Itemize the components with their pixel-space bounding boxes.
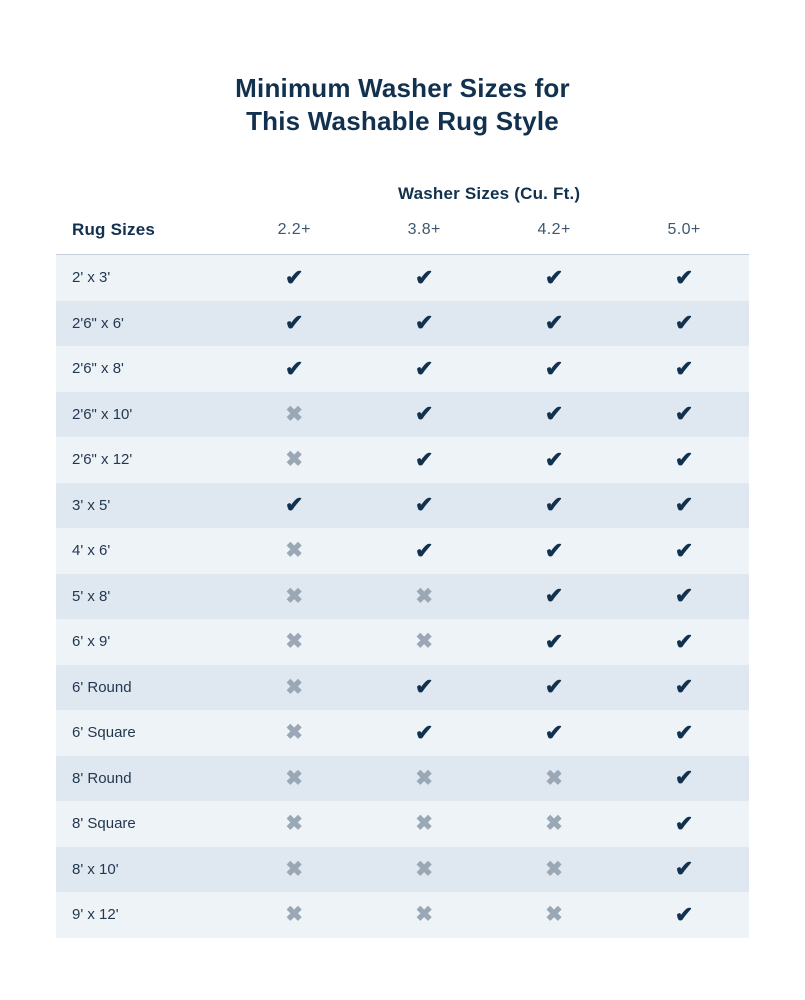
cross-icon: ✖ bbox=[415, 630, 433, 654]
table-row bbox=[56, 892, 749, 938]
check-icon: ✔ bbox=[544, 264, 564, 290]
table-header-row bbox=[56, 214, 749, 255]
table-row bbox=[56, 847, 749, 893]
check-icon: ✔ bbox=[674, 446, 694, 472]
compatibility-cell bbox=[359, 483, 489, 529]
check-icon: ✔ bbox=[414, 674, 434, 700]
compatibility-cell bbox=[359, 756, 489, 802]
cross-icon: ✖ bbox=[285, 448, 304, 472]
table-row bbox=[56, 483, 749, 529]
compatibility-table-wrapper bbox=[0, 184, 805, 938]
rug-size-label: 2'6" x 12' bbox=[72, 451, 133, 469]
check-icon: ✔ bbox=[674, 355, 694, 381]
rug-size-label: 8' Square bbox=[72, 815, 136, 833]
compatibility-cell bbox=[359, 392, 489, 438]
column-header-washer-2-2: 2.2+ bbox=[229, 214, 359, 255]
cross-icon: ✖ bbox=[545, 903, 563, 927]
rug-size-label: 2' x 3' bbox=[72, 269, 111, 287]
check-icon: ✔ bbox=[414, 310, 434, 336]
table-row bbox=[56, 392, 749, 438]
compatibility-cell bbox=[229, 483, 359, 529]
compatibility-cell bbox=[359, 528, 489, 574]
check-icon: ✔ bbox=[674, 719, 694, 745]
rug-size-label: 8' Round bbox=[72, 769, 132, 787]
cross-icon: ✖ bbox=[415, 903, 433, 927]
compatibility-cell bbox=[359, 847, 489, 893]
check-icon: ✔ bbox=[414, 355, 434, 381]
check-icon: ✔ bbox=[544, 628, 564, 654]
check-icon: ✔ bbox=[674, 856, 694, 882]
check-icon: ✔ bbox=[544, 537, 564, 563]
page-title-line-1: Minimum Washer Sizes for bbox=[235, 73, 570, 103]
compatibility-cell bbox=[619, 847, 749, 893]
check-icon: ✔ bbox=[414, 492, 434, 518]
table-row bbox=[56, 346, 749, 392]
compatibility-cell bbox=[619, 528, 749, 574]
page-title-line-2: This Washable Rug Style bbox=[246, 106, 559, 136]
table-row bbox=[56, 437, 749, 483]
table-row bbox=[56, 665, 749, 711]
table-row bbox=[56, 710, 749, 756]
check-icon: ✔ bbox=[674, 537, 694, 563]
compatibility-cell bbox=[229, 437, 359, 483]
compatibility-cell bbox=[489, 801, 619, 847]
cross-icon: ✖ bbox=[285, 675, 304, 699]
compatibility-cell bbox=[229, 346, 359, 392]
check-icon: ✔ bbox=[544, 719, 564, 745]
table-row bbox=[56, 756, 749, 802]
compatibility-cell bbox=[619, 574, 749, 620]
rug-size-label: 9' x 12' bbox=[72, 906, 119, 924]
check-icon: ✔ bbox=[674, 583, 694, 609]
cross-icon: ✖ bbox=[285, 721, 304, 745]
compatibility-cell bbox=[229, 710, 359, 756]
rug-size-label: 4' x 6' bbox=[72, 542, 111, 560]
table-head bbox=[56, 184, 749, 255]
check-icon: ✔ bbox=[674, 310, 694, 336]
compatibility-cell bbox=[619, 892, 749, 938]
compatibility-cell bbox=[229, 892, 359, 938]
compatibility-cell bbox=[489, 437, 619, 483]
compatibility-cell bbox=[489, 847, 619, 893]
cross-icon: ✖ bbox=[415, 812, 433, 836]
compatibility-cell bbox=[359, 437, 489, 483]
rug-size-label: 6' Round bbox=[72, 678, 132, 696]
check-icon: ✔ bbox=[674, 628, 694, 654]
compatibility-cell bbox=[359, 710, 489, 756]
compatibility-cell bbox=[229, 392, 359, 438]
cross-icon: ✖ bbox=[545, 812, 563, 836]
compatibility-cell bbox=[489, 892, 619, 938]
check-icon: ✔ bbox=[285, 310, 304, 336]
check-icon: ✔ bbox=[285, 492, 304, 518]
table-row bbox=[56, 574, 749, 620]
compatibility-cell bbox=[359, 255, 489, 301]
cross-icon: ✖ bbox=[415, 857, 433, 881]
compatibility-cell bbox=[359, 892, 489, 938]
compatibility-cell bbox=[489, 528, 619, 574]
check-icon: ✔ bbox=[674, 901, 694, 927]
compatibility-cell bbox=[619, 710, 749, 756]
cross-icon: ✖ bbox=[285, 903, 304, 927]
check-icon: ✔ bbox=[544, 446, 564, 472]
compatibility-cell bbox=[489, 255, 619, 301]
compatibility-cell bbox=[489, 756, 619, 802]
cross-icon: ✖ bbox=[415, 766, 433, 790]
table-row bbox=[56, 528, 749, 574]
compatibility-cell bbox=[489, 392, 619, 438]
check-icon: ✔ bbox=[544, 492, 564, 518]
compatibility-cell bbox=[489, 710, 619, 756]
check-icon: ✔ bbox=[544, 583, 564, 609]
check-icon: ✔ bbox=[414, 401, 434, 427]
compatibility-cell bbox=[489, 574, 619, 620]
compatibility-cell bbox=[229, 255, 359, 301]
cross-icon: ✖ bbox=[285, 857, 304, 881]
compatibility-cell bbox=[489, 346, 619, 392]
check-icon: ✔ bbox=[544, 401, 564, 427]
check-icon: ✔ bbox=[544, 674, 564, 700]
compatibility-cell bbox=[359, 801, 489, 847]
cross-icon: ✖ bbox=[285, 630, 304, 654]
rug-size-label: 2'6" x 10' bbox=[72, 405, 133, 423]
check-icon: ✔ bbox=[544, 310, 564, 336]
compatibility-cell bbox=[619, 346, 749, 392]
washer-sizes-spanner-label: Washer Sizes (Cu. Ft.) bbox=[397, 184, 581, 203]
column-header-rug-sizes: Rug Sizes bbox=[56, 214, 229, 255]
check-icon: ✔ bbox=[674, 810, 694, 836]
table-spanner-row bbox=[56, 184, 749, 214]
compatibility-cell bbox=[229, 574, 359, 620]
rug-size-label: 2'6" x 8' bbox=[72, 360, 124, 378]
cross-icon: ✖ bbox=[285, 766, 304, 790]
cross-icon: ✖ bbox=[545, 766, 563, 790]
rug-size-label: 5' x 8' bbox=[72, 587, 111, 605]
spanner-empty-cell bbox=[56, 184, 229, 214]
rug-size-label: 8' x 10' bbox=[72, 860, 119, 878]
compatibility-cell bbox=[229, 665, 359, 711]
cross-icon: ✖ bbox=[285, 402, 304, 426]
compatibility-cell bbox=[229, 847, 359, 893]
cross-icon: ✖ bbox=[545, 857, 563, 881]
table-row bbox=[56, 301, 749, 347]
page-title bbox=[0, 0, 805, 138]
compatibility-cell bbox=[619, 483, 749, 529]
check-icon: ✔ bbox=[285, 355, 304, 381]
column-header-washer-3-8: 3.8+ bbox=[359, 214, 489, 255]
check-icon: ✔ bbox=[285, 264, 304, 290]
compatibility-cell bbox=[359, 346, 489, 392]
compatibility-cell bbox=[229, 801, 359, 847]
compatibility-cell bbox=[619, 301, 749, 347]
cross-icon: ✖ bbox=[415, 584, 433, 608]
table-body bbox=[56, 255, 749, 938]
compatibility-cell bbox=[619, 619, 749, 665]
compatibility-cell bbox=[619, 392, 749, 438]
column-header-washer-5-0: 5.0+ bbox=[619, 214, 749, 255]
compatibility-cell bbox=[229, 301, 359, 347]
table-row bbox=[56, 255, 749, 301]
cross-icon: ✖ bbox=[285, 812, 304, 836]
table-row bbox=[56, 801, 749, 847]
cross-icon: ✖ bbox=[285, 584, 304, 608]
compatibility-table bbox=[56, 184, 749, 938]
cross-icon: ✖ bbox=[285, 539, 304, 563]
compatibility-cell bbox=[489, 301, 619, 347]
rug-size-label: 6' x 9' bbox=[72, 633, 111, 651]
check-icon: ✔ bbox=[674, 401, 694, 427]
column-header-washer-4-2: 4.2+ bbox=[489, 214, 619, 255]
check-icon: ✔ bbox=[544, 355, 564, 381]
check-icon: ✔ bbox=[674, 765, 694, 791]
compatibility-cell bbox=[359, 574, 489, 620]
rug-size-label: 2'6" x 6' bbox=[72, 314, 124, 332]
compatibility-cell bbox=[489, 619, 619, 665]
compatibility-cell bbox=[489, 665, 619, 711]
compatibility-cell bbox=[229, 756, 359, 802]
compatibility-cell bbox=[619, 437, 749, 483]
rug-size-label: 6' Square bbox=[72, 724, 136, 742]
check-icon: ✔ bbox=[674, 492, 694, 518]
compatibility-cell bbox=[489, 483, 619, 529]
compatibility-cell bbox=[619, 756, 749, 802]
check-icon: ✔ bbox=[414, 264, 434, 290]
check-icon: ✔ bbox=[674, 674, 694, 700]
compatibility-cell bbox=[619, 665, 749, 711]
compatibility-cell bbox=[229, 528, 359, 574]
compatibility-cell bbox=[359, 619, 489, 665]
compatibility-cell bbox=[229, 619, 359, 665]
compatibility-cell bbox=[619, 255, 749, 301]
check-icon: ✔ bbox=[414, 537, 434, 563]
check-icon: ✔ bbox=[414, 446, 434, 472]
compatibility-cell bbox=[359, 665, 489, 711]
check-icon: ✔ bbox=[674, 264, 694, 290]
compatibility-cell bbox=[359, 301, 489, 347]
compatibility-cell bbox=[619, 801, 749, 847]
check-icon: ✔ bbox=[414, 719, 434, 745]
rug-size-label: 3' x 5' bbox=[72, 496, 111, 514]
table-row bbox=[56, 619, 749, 665]
